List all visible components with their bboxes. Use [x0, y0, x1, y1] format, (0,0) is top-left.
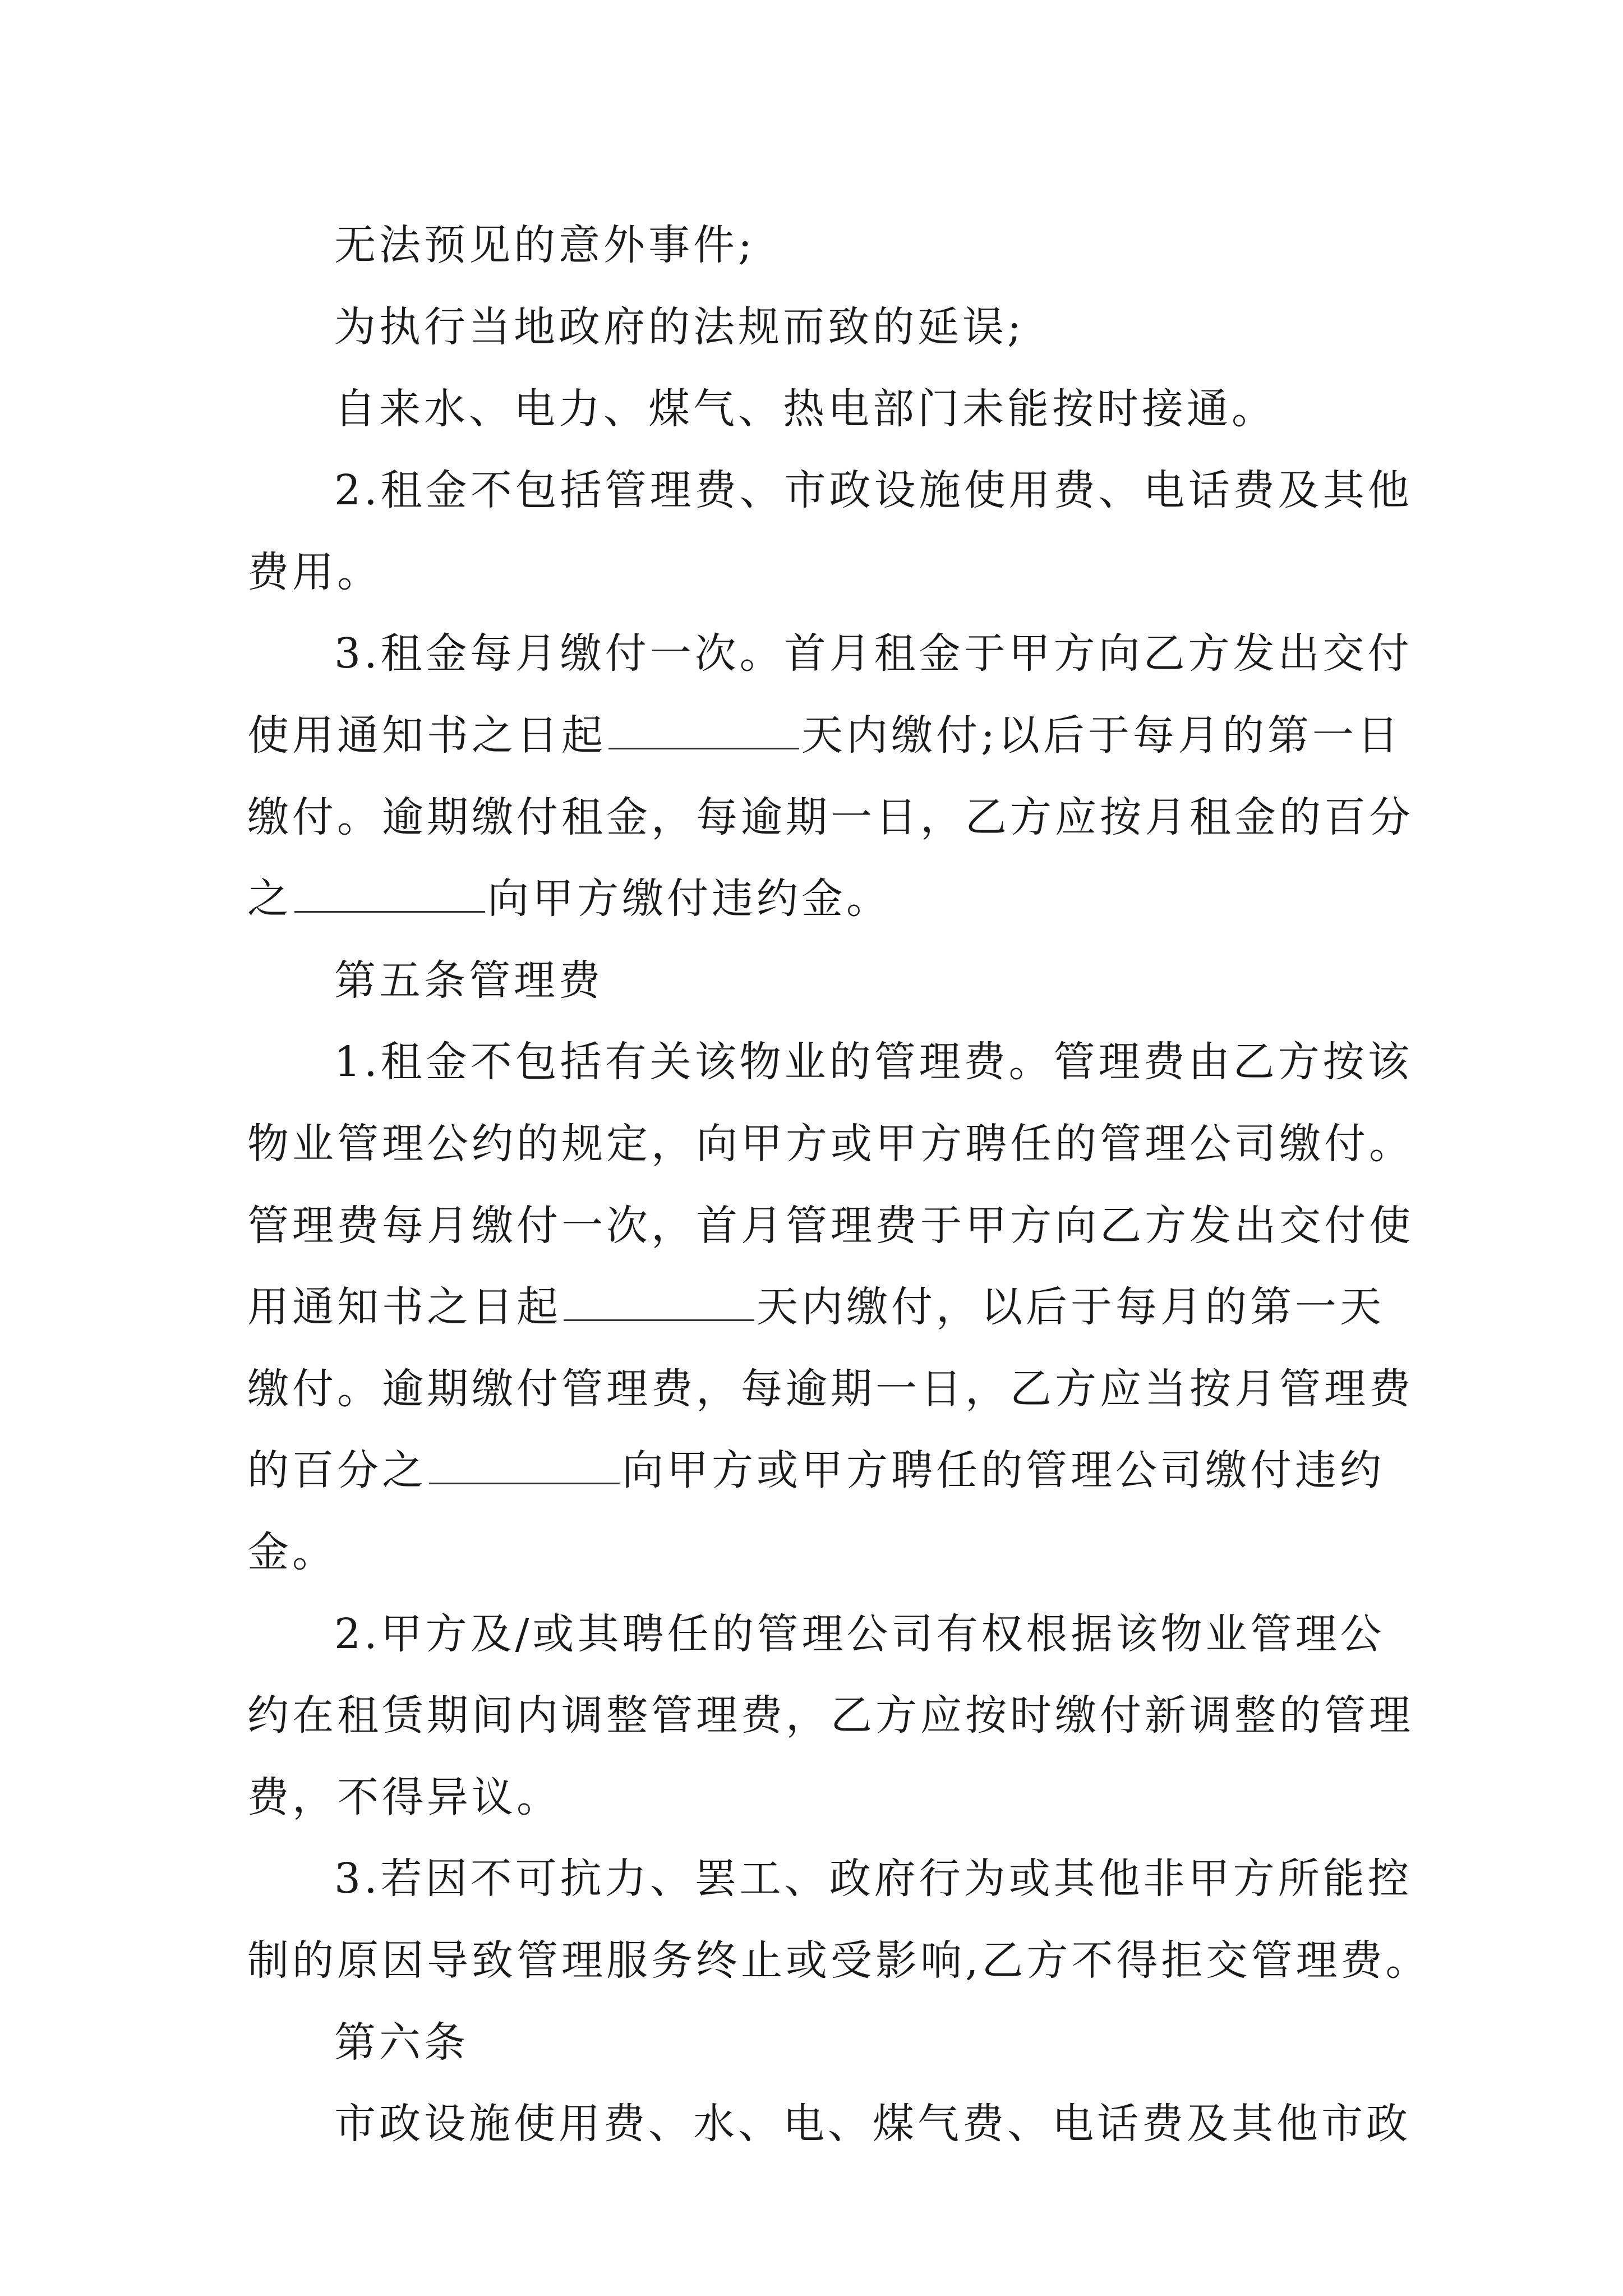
text-line: 用通知书之日起 天内缴付，以后于每月的第一天	[247, 1283, 1385, 1331]
text-line: 的百分之 向甲方或甲方聘任的管理公司缴付违约	[247, 1446, 1385, 1494]
text-line: 2.租金不包括管理费、市政设施使用费、电话费及其他	[334, 466, 1413, 514]
fill-in-blank[interactable]	[294, 909, 485, 913]
text-line: 3.租金每月缴付一次。首月租金于甲方向乙方发出交付	[334, 629, 1413, 678]
text-line: 自来水、电力、煤气、热电部门未能按时接通。	[334, 385, 1276, 433]
text-line: 缴付。逾期缴付管理费，每逾期一日，乙方应当按月管理费	[247, 1365, 1414, 1413]
section-heading: 第五条管理费	[334, 956, 603, 1005]
text-line: 3.若因不可抗力、罢工、政府行为或其他非甲方所能控	[334, 1855, 1413, 1903]
text-line: 之 向甲方缴付违约金。	[247, 875, 891, 923]
text-line: 费用。	[247, 548, 382, 596]
text-line: 物业管理公约的规定，向甲方或甲方聘任的管理公司缴付。	[247, 1120, 1414, 1168]
text-line: 为执行当地政府的法规而致的延误;	[334, 303, 1025, 351]
text-line: 无法预见的意外事件;	[334, 221, 755, 269]
fill-in-blank[interactable]	[429, 1480, 620, 1484]
text-line: 1.租金不包括有关该物业的管理费。管理费由乙方按该	[334, 1038, 1413, 1086]
text-line: 管理费每月缴付一次，首月管理费于甲方向乙方发出交付使	[247, 1202, 1414, 1250]
text-line: 市政设施使用费、水、电、煤气费、电话费及其他市政	[334, 2100, 1411, 2148]
text-line: 2.甲方及/或其聘任的管理公司有权根据该物业管理公	[334, 1610, 1385, 1658]
text-line: 缴付。逾期缴付租金，每逾期一日，乙方应按月租金的百分	[247, 793, 1414, 841]
text-line: 约在租赁期间内调整管理费，乙方应按时缴付新调整的管理	[247, 1691, 1414, 1740]
text-line: 制的原因导致管理服务终止或受影响,乙方不得拒交管理费。	[247, 1936, 1431, 1985]
text-line: 费，不得异议。	[247, 1773, 561, 1821]
text-line: 使用通知书之日起 天内缴付;以后于每月的第一日	[247, 711, 1402, 760]
section-heading: 第六条	[334, 2018, 469, 2067]
fill-in-blank[interactable]	[608, 746, 799, 749]
text-line: 金。	[247, 1528, 337, 1576]
fill-in-blank[interactable]	[564, 1317, 754, 1321]
